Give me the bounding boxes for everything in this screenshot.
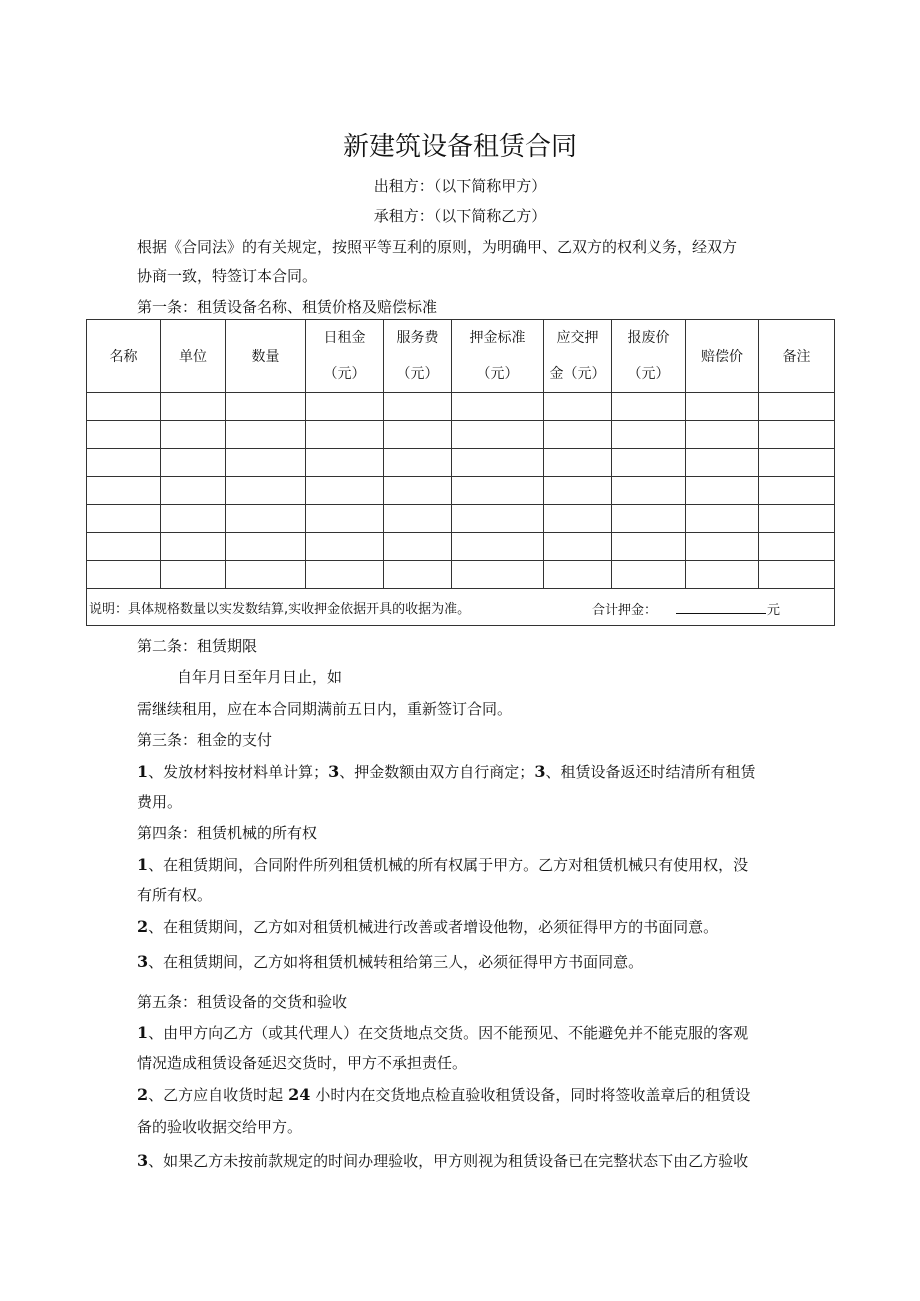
header-cell: 服务费 （元） — [384, 320, 452, 393]
header-cell: 赔偿价 — [686, 320, 759, 393]
table-row — [87, 393, 835, 421]
table-note-row — [87, 589, 835, 626]
lessee-line: 承租方：（以下简称乙方） — [373, 207, 547, 225]
article-5-item-1-cont: 情况造成租赁设备延迟交货时，甲方不承担责任。 — [137, 1054, 468, 1072]
article-4-item-2: 2、在租赁期间，乙方如对租赁机械进行改善或者增设他物，必须征得甲方的书面同意。 — [137, 917, 719, 936]
table-header-row — [87, 320, 835, 393]
table-row — [87, 421, 835, 449]
article-5-item-3: 3、如果乙方未按前款规定的时间办理验收，甲方则视为租赁设备已在完整状态下由乙方验收 — [137, 1151, 749, 1170]
article-4-item-3: 3、在租赁期间，乙方如将租赁机械转租给第三人，必须征得甲方书面同意。 — [137, 952, 644, 971]
article-2-line-2: 需继续租用，应在本合同期满前五日内，重新签订合同。 — [137, 700, 513, 718]
header-cell: 日租金 （元） — [306, 320, 384, 393]
table-row — [87, 533, 835, 561]
article-1-title: 第一条：租赁设备名称、租赁价格及赔偿标准 — [137, 298, 438, 316]
header-cell: 应交押 金（元） — [544, 320, 612, 393]
table-note: 说明：具体规格数量以实发数结算,实收押金依据开具的收据为准。 — [89, 601, 471, 617]
lessor-line: 出租方：（以下简称甲方） — [373, 177, 547, 195]
total-deposit-unit: 元 — [767, 603, 781, 618]
article-4-title: 第四条：租赁机械的所有权 — [137, 824, 318, 842]
article-2-line-1: 自年月日至年月日止，如 — [177, 668, 343, 686]
table-row — [87, 477, 835, 505]
rental-table — [86, 319, 835, 626]
total-deposit-blank — [676, 599, 766, 614]
header-cell: 名称 — [87, 320, 161, 393]
header-cell: 单位 — [161, 320, 226, 393]
article-2-title: 第二条：租赁期限 — [137, 637, 258, 655]
intro-line-2: 协商一致，特签订本合同。 — [137, 267, 318, 285]
intro-line-1: 根据《合同法》的有关规定，按照平等互利的原则，为明确甲、乙双方的权利义务，经双方 — [137, 238, 738, 256]
article-5-title: 第五条：租赁设备的交货和验收 — [137, 993, 348, 1011]
article-5-item-1: 1、由甲方向乙方（或其代理人）在交货地点交货。因不能预见、不能避免并不能克服的客观 — [137, 1023, 749, 1042]
article-4-item-1-cont: 有所有权。 — [137, 886, 213, 904]
table-row — [87, 561, 835, 589]
header-cell: 报废价 （元） — [612, 320, 686, 393]
table-row — [87, 505, 835, 533]
header-cell: 押金标准 （元） — [452, 320, 544, 393]
article-3-title: 第三条：租金的支付 — [137, 731, 273, 749]
article-3-line-2: 费用。 — [137, 793, 183, 811]
document-title: 新建筑设备租赁合同 — [342, 132, 577, 162]
header-cell: 数量 — [226, 320, 306, 393]
table-row — [87, 449, 835, 477]
table-note-cell — [87, 589, 835, 626]
header-cell: 备注 — [759, 320, 835, 393]
article-5-item-2: 2、乙方应自收货时起 24 小时内在交货地点检直验收租赁设备，同时将签收盖章后的租赁设 — [137, 1085, 751, 1104]
total-deposit-label: 合计押金： — [592, 603, 658, 618]
article-5-item-2-cont: 备的验收收据交给甲方。 — [137, 1118, 303, 1136]
article-3-line-1: 1、发放材料按材料单计算；3、押金数额由双方自行商定；3、租赁设备返还时结清所有租赁 — [137, 762, 756, 781]
article-4-item-1: 1、在租赁期间，合同附件所列租赁机械的所有权属于甲方。乙方对租赁机械只有使用权，没 — [137, 855, 749, 874]
